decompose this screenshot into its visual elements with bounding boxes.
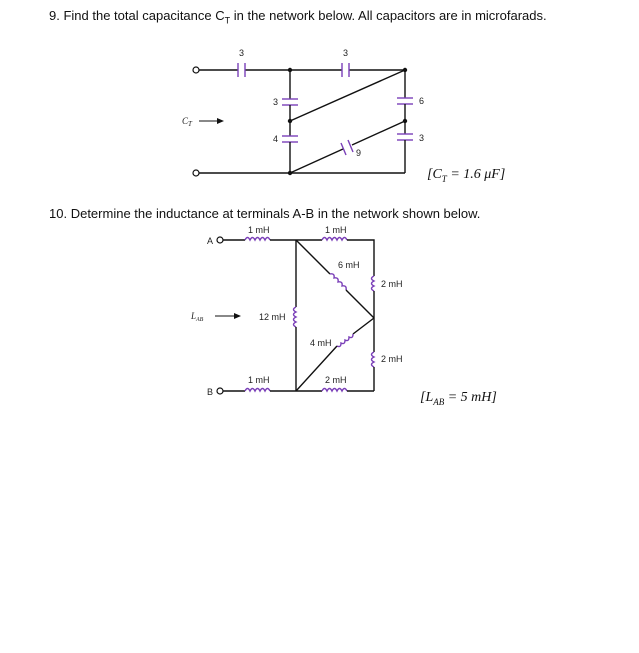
terminal-b-label: B xyxy=(207,387,214,397)
ind-label-top-left: 1 mH xyxy=(248,225,270,235)
ct-label: $C_T$ xyxy=(182,116,192,128)
cap-label-right-v1: 6 xyxy=(419,96,425,106)
answer-9: [$C_T = 1.6$ μF] xyxy=(427,167,506,184)
question-10-number: 10. xyxy=(49,206,68,221)
ind-label-center: 12 mH xyxy=(259,312,286,322)
ind-label-diag-top: 6 mH xyxy=(338,260,360,270)
capacitor-network xyxy=(193,63,413,176)
question-9-number: 9. xyxy=(49,8,60,23)
cap-label-right-v2: 3 xyxy=(419,133,425,143)
answer-10: [$L_{AB} = 5$ mH] xyxy=(420,390,497,407)
question-9-body: Find the total capacitance C xyxy=(63,8,225,23)
ind-label-right-bot: 2 mH xyxy=(381,354,403,364)
question-10-text xyxy=(49,206,480,221)
cap-label-mid-v1: 3 xyxy=(273,97,279,107)
ind-label-right-top: 2 mH xyxy=(381,279,403,289)
cap-label-diag: 9 xyxy=(356,148,362,158)
terminal-a-label: A xyxy=(207,236,214,246)
question-9-sub: T xyxy=(224,15,231,26)
ind-label-diag-bot: 4 mH xyxy=(310,338,332,348)
ind-label-top-right: 1 mH xyxy=(325,225,347,235)
cap-label-top-left: 3 xyxy=(239,48,245,58)
ind-label-bot-right: 2 mH xyxy=(325,375,347,385)
question-10-body: Determine the inductance at terminals A-B in the network shown below. xyxy=(70,206,481,221)
cap-label-top-right: 3 xyxy=(343,48,349,58)
lab-label: $L_{AB}$ xyxy=(191,311,204,323)
cap-label-mid-v2: 4 xyxy=(273,134,279,144)
ind-label-bot-left: 1 mH xyxy=(248,375,270,385)
question-9-body-end: in the network below. All capacitors are in microfarads. xyxy=(230,8,547,23)
